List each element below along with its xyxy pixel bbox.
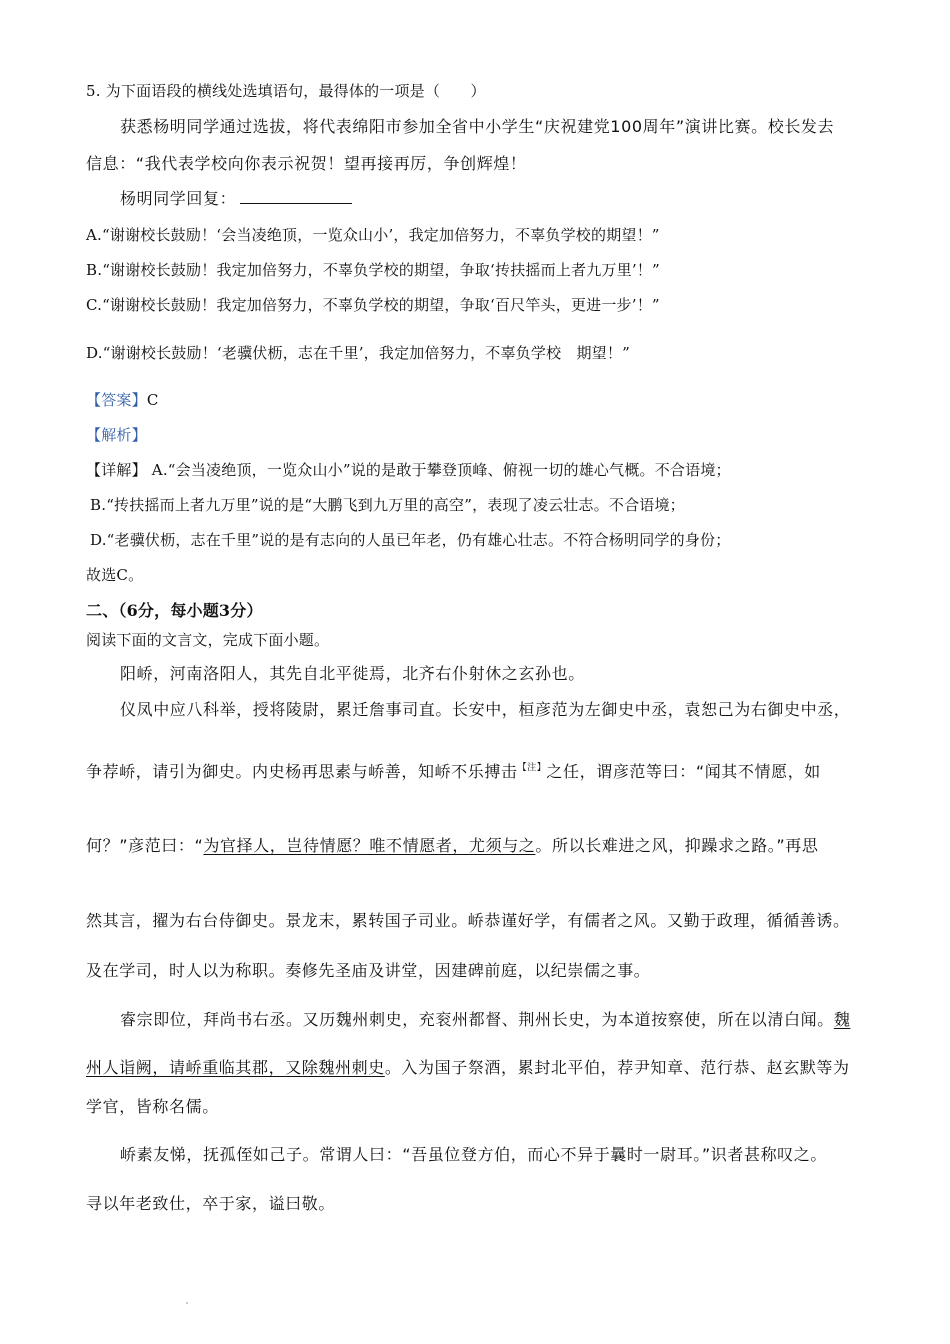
underlined-sentence-2-start: 魏 xyxy=(833,1010,851,1029)
passage-line-10: 峤素友悌，抚孤侄如己子。常谓人曰：“吾虽位登方伯，而心不异于曩时一尉耳。”识者甚称叹之。 xyxy=(120,1145,827,1164)
underlined-sentence-1: 为官择人，岂待情愿？唯不情愿者，尤须与之 xyxy=(203,836,536,855)
reply-blank xyxy=(240,189,352,204)
page-speck xyxy=(186,1302,188,1304)
passage-line-8 xyxy=(86,1058,850,1077)
underlined-sentence-2: 州人诣阙，请峤重临其郡，又除魏州刺史 xyxy=(86,1058,385,1077)
passage-line-6: 及在学司，时人以为称职。奏修先圣庙及讲堂，因建碑前庭，以纪崇儒之事。 xyxy=(86,961,651,980)
passage-line-2: 仪凤中应八科举，授将陵尉，累迁詹事司直。长安中，桓彦范为左御史中丞，袁恕己为右御史中丞， xyxy=(120,700,851,719)
footnote-marker: 【注】 xyxy=(517,763,547,773)
reply-line xyxy=(120,189,352,208)
option-b: B.“谢谢校长鼓励！我定加倍努力，不辜负学校的期望，争取‘抟扶摇而上者九万里’！” xyxy=(86,261,660,279)
passage-line-9: 学官，皆称名儒。 xyxy=(86,1097,219,1116)
passage-line-3-b: 之任，谓彦范等曰：“闻其不情愿，如 xyxy=(546,762,821,781)
analysis-tag: 【解析】 xyxy=(86,426,147,444)
question-5-stem: 5. 为下面语段的横线处选填语句，最得体的一项是（ ） xyxy=(86,82,486,100)
passage-line-1: 阳峤，河南洛阳人，其先自北平徙焉，北齐右仆射休之玄孙也。 xyxy=(120,664,585,683)
context-line-1: 获悉杨明同学通过选拔，将代表绵阳市参加全省中小学生“庆祝建党100周年”演讲比赛。校长发去 xyxy=(120,117,835,136)
passage-line-3-a: 争荐峤，请引为御史。内史杨再思素与峤善，知峤不乐搏击 xyxy=(86,762,518,781)
passage-line-7 xyxy=(120,1010,850,1029)
section-2-instruction: 阅读下面的文言文，完成下面小题。 xyxy=(86,631,330,649)
detail-a xyxy=(86,461,731,479)
passage-line-11: 寻以年老致仕，卒于家，谥曰敬。 xyxy=(86,1194,336,1213)
answer-tag: 【答案】 xyxy=(86,391,147,409)
passage-line-4-b: 。所以长难进之风，抑躁求之路。”再思 xyxy=(535,836,819,855)
answer-line xyxy=(86,391,159,409)
detail-a-text: A.“会当凌绝顶，一览众山小”说的是敢于攀登顶峰、俯视一切的雄心气概。不合语境； xyxy=(146,461,731,479)
answer-value: C xyxy=(146,391,159,409)
passage-line-8-b: 。入为国子祭酒，累封北平伯，荐尹知章、范行恭、赵玄默等为 xyxy=(384,1058,850,1077)
passage-line-3 xyxy=(86,762,821,781)
passage-line-7-a: 睿宗即位，拜尚书右丞。又历魏州刺史，充衮州都督、荆州长史，为本道按察使，所在以清白闻。 xyxy=(120,1010,834,1029)
section-2-heading: 二、（6分，每小题3分） xyxy=(86,601,263,620)
detail-b: B.“抟扶摇而上者九万里”说的是“大鹏飞到九万里的高空”，表现了凌云壮志。不合语境； xyxy=(90,496,685,514)
context-line-2: 信息：“我代表学校向你表示祝贺！望再接再厉，争创辉煌！ xyxy=(86,154,527,173)
conclusion: 故选C。 xyxy=(86,566,144,584)
option-d: D.“谢谢校长鼓励！‘老骥伏枥，志在千里’，我定加倍努力，不辜负学校 期望！” xyxy=(86,344,630,362)
detail-tag: 【详解】 xyxy=(86,461,147,479)
reply-label: 杨明同学回复： xyxy=(120,189,237,208)
passage-line-4 xyxy=(86,836,819,855)
option-a: A.“谢谢校长鼓励！‘会当凌绝顶，一览众山小’，我定加倍努力，不辜负学校的期望！” xyxy=(86,226,660,244)
detail-d: D.“老骥伏枥，志在千里”说的是有志向的人虽已年老，仍有雄心壮志。不符合杨明同学的身份； xyxy=(90,531,731,549)
passage-line-4-a: 何？”彦范曰：“ xyxy=(86,836,204,855)
passage-line-5: 然其言，擢为右台侍御史。景龙末，累转国子司业。峤恭谨好学，有儒者之风。又勤于政理，循循善诱。 xyxy=(86,911,850,930)
option-c: C.“谢谢校长鼓励！我定加倍努力，不辜负学校的期望，争取‘百尺竿头，更进一步’！” xyxy=(86,296,660,314)
